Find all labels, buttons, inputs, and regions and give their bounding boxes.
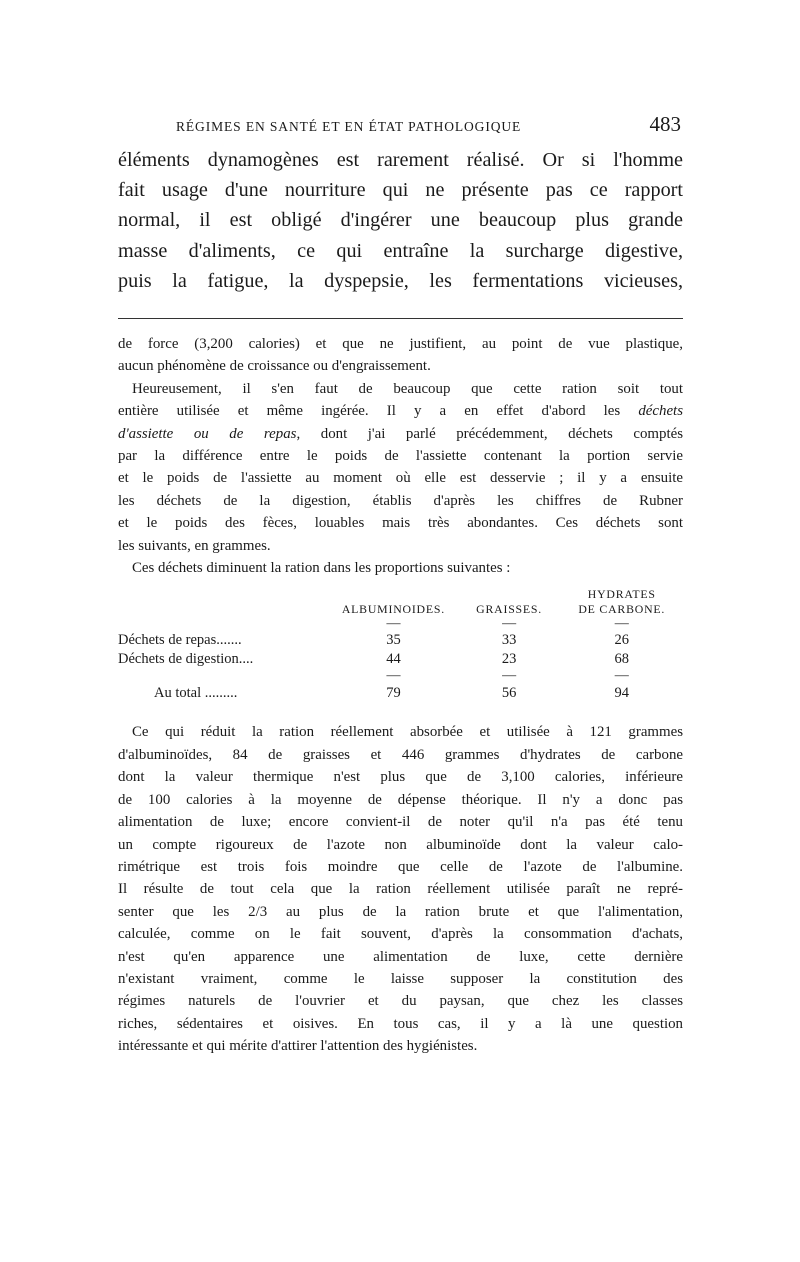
dash: — xyxy=(386,668,401,684)
note-emphasis: déchets xyxy=(638,403,683,420)
note-line: rimétrique est trois fois moindre que celle de l'azote de l'albumine. xyxy=(118,858,683,875)
header-hydrates-line2: DE CARBONE. xyxy=(578,602,666,617)
note-line: Ces déchets diminuent la ration dans les proportions suivantes : xyxy=(132,560,511,577)
table-row xyxy=(118,650,683,669)
total-label: Au total ......... xyxy=(154,685,238,702)
row-label: Déchets de digestion.... xyxy=(118,651,254,668)
main-line: normal, il est obligé d'ingérer une beaucoup plus grande xyxy=(118,209,683,232)
cell-graisses: 23 xyxy=(501,651,517,668)
row-label: Déchets de repas....... xyxy=(118,632,242,649)
note-line: de 100 calories à la moyenne de dépense théorique. Il n'y a donc pas xyxy=(118,791,683,808)
table-header-row xyxy=(118,587,683,602)
note-line: intéressante et qui mérite d'attirer l'attention des hygiénistes. xyxy=(118,1038,478,1055)
conclusion-paragraph xyxy=(118,721,683,1057)
dash: — xyxy=(614,668,629,684)
main-line: masse d'aliments, ce qui entraîne la surcharge digestive, xyxy=(118,239,683,262)
main-line: puis la fatigue, la dyspepsie, les fermentations vicieuses, xyxy=(118,269,683,292)
note-line: et le poids de l'assiette au moment où elle est desservie ; il y a ensuite xyxy=(118,470,683,487)
footnote-rule xyxy=(118,318,683,319)
note-line: calculée, comme on le fait souvent, d'après la consommation d'achats, xyxy=(118,926,683,943)
note-line: par la différence entre le poids de l'assiette contenant la portion servie xyxy=(118,448,683,465)
note-text: , dont j'ai parlé précédemment, déchets comptés xyxy=(296,425,683,442)
cell-hydrates: 68 xyxy=(614,651,630,668)
note-line: Il résulte de tout cela que la ration réellement utilisée paraît ne repré- xyxy=(118,881,683,898)
dash: — xyxy=(614,616,629,632)
table-dash-row xyxy=(118,617,683,631)
note-line: n'est qu'en apparence une alimentation de luxe, cette dernière xyxy=(118,948,683,965)
dash: — xyxy=(502,668,517,684)
note-line: les déchets de la digestion, établis d'après les chiffres de Rubner xyxy=(118,492,683,509)
header-hydrates-line1: HYDRATES xyxy=(587,587,656,602)
running-title: RÉGIMES EN SANTÉ ET EN ÉTAT PATHOLOGIQUE xyxy=(176,119,522,134)
header-albuminoides: ALBUMINOIDES. xyxy=(341,602,445,617)
note-line: n'existant vraiment, comme le laisse supposer la constitution des xyxy=(118,970,683,987)
cell-graisses: 33 xyxy=(501,632,517,649)
note-line: un compte rigoureux de l'azote non albuminoïde dont la valeur calo- xyxy=(118,836,683,853)
table-total-row xyxy=(118,683,683,703)
note-line: aucun phénomène de croissance ou d'engraissement. xyxy=(118,358,431,375)
main-text xyxy=(118,145,683,296)
header-graisses: GRAISSES. xyxy=(476,602,543,617)
note-line: les suivants, en grammes. xyxy=(118,537,271,554)
note-line: riches, sédentaires et oisives. En tous cas, il y a là une question xyxy=(118,1015,683,1032)
table-dash-row xyxy=(118,669,683,683)
main-line: fait usage d'une nourriture qui ne présente pas ce rapport xyxy=(118,179,683,202)
cell-albuminoides: 44 xyxy=(386,651,401,668)
note-text: entière utilisée et même ingérée. Il y a en effet d'abord les xyxy=(118,403,621,420)
running-head xyxy=(118,112,683,142)
dash: — xyxy=(386,616,401,632)
note-line: alimentation de luxe; encore convient-il de noter qu'il n'a pas été tenu xyxy=(118,814,683,831)
note-line: Heureusement, il s'en faut de beaucoup que cette ration soit tout xyxy=(132,380,683,397)
note-emphasis: d'assiette ou de repas xyxy=(118,425,297,442)
cell-hydrates: 26 xyxy=(614,632,630,649)
note-line xyxy=(118,423,683,445)
note-line: dont la valeur thermique n'est plus que de 3,100 calories, inférieure xyxy=(118,769,683,786)
page-number: 483 xyxy=(649,112,681,136)
note-line: Ce qui réduit la ration réellement absorbée et utilisée à 121 grammes xyxy=(132,724,683,741)
book-page xyxy=(118,112,683,1058)
dash: — xyxy=(502,616,517,632)
note-line: d'albuminoïdes, 84 de graisses et 446 grammes d'hydrates de carbone xyxy=(118,746,683,763)
waste-table xyxy=(118,587,683,703)
note-line: de force (3,200 calories) et que ne justifient, au point de vue plastique, xyxy=(118,336,683,353)
cell-albuminoides: 35 xyxy=(386,632,401,649)
total-hydrates: 94 xyxy=(614,685,630,702)
main-line: éléments dynamogènes est rarement réalisé. Or si l'homme xyxy=(118,149,683,171)
table-row xyxy=(118,631,683,650)
total-albuminoides: 79 xyxy=(386,685,401,702)
footnote xyxy=(118,333,683,1058)
total-graisses: 56 xyxy=(501,685,517,702)
note-line: senter que les 2/3 au plus de la ration brute et que l'alimentation, xyxy=(118,903,683,920)
table-header-row xyxy=(118,602,683,617)
note-line xyxy=(118,400,683,422)
note-line: régimes naturels de l'ouvrier et du paysan, que chez les classes xyxy=(118,993,683,1010)
note-line: et le poids des fèces, louables mais très abondantes. Ces déchets sont xyxy=(118,515,683,532)
